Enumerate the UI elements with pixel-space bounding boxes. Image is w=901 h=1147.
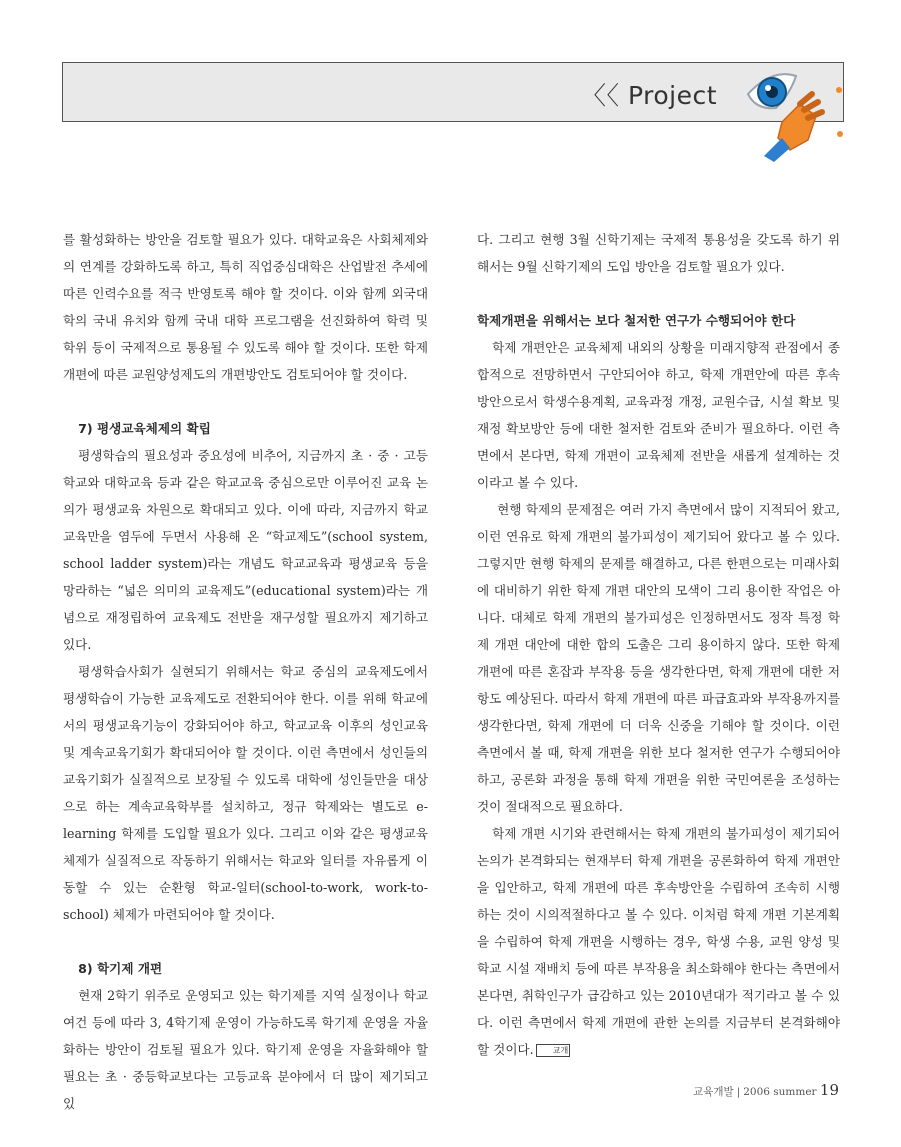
footer-separator: | [736,1086,741,1098]
paragraph-text: 학제 개편 시기와 관련해서는 학제 개편의 불가피성이 제기되어 논의가 본격화되는 현재부터 학제 개편을 공론화하여 학제 개편안을 입안하고, 학제 개편에 따른 후속방안을 수립하여 조속히 시행하는 것이 시의적절하다고 볼 수 있다. 이처럼 학제 개편 기본계획을 수립하여 학제 개편을 시행하는 경우, 학생 수용, 교원 양성 및 학교 시설 재배치 등에 따른 부작용을 최소화해야 한다는 측면에서 본다면, 취학인구가 급감하고 있는 2010년대가 적기라고 볼 수 있다. 이런 측면에서 학제 개편에 관한 논의를 지금부터 본격화해야 할 것이다. [477,826,840,1057]
section-heading: 7) 평생교육체제의 확립 [78,421,211,436]
section-heading: 8) 학기제 개편 [78,961,163,976]
paragraph: 현행 학제의 문제점은 여러 가지 측면에서 많이 지적되어 왔고, 이런 연유로 학제 개편의 불가피성이 제기되어 왔다고 볼 수 있다. 그렇지만 현행 학제의 문제를 해결하고, 다른 한편으로는 미래사회에 대비하기 위한 학제 개편 대안의 모색이 그리 용이한 작업은 아니다. 대체로 학제 개편의 불가피성은 인정하면서도 정작 특정 학제 개편 대안에 대한 합의 도출은 그리 용이하지 않다. 또한 학제 개편에 따른 혼잡과 부작용 등을 생각한다면, 학제 개편에 대한 저항도 예상된다. 따라서 학제 개편에 따른 파급효과와 부작용까지를 생각한다면, 학제 개편에 더 더욱 신중을 기해야 할 것이다. 이런 측면에서 볼 때, 학제 개편을 위한 보다 철저한 연구가 수행되어야 하고, 공론화 과정을 통해 학제 개편을 위한 국민여론을 조성하는 것이 절대적으로 필요하다. [477,502,840,814]
page-footer [693,1081,839,1099]
paragraph: 현재 2학기 위주로 운영되고 있는 학기제를 지역 실정이나 학교 여건 등에 따라 3, 4학기제 운영이 가능하도록 학기제 운영을 자율화하는 방안이 검토될 필요가 있다. 학기제 운영을 자율화해야 할 필요는 초 · 중등학교보다는 고등교육 분야에서 더 많이 제기되고 있 [63,988,428,1111]
paragraph: 를 활성화하는 방안을 검토할 필요가 있다. 대학교육은 사회체제와 의 연계를 강화하도록 하고, 특히 직업중심대학은 산업발전 추세에 따른 인력수요를 적극 반영토록 해야 할 것이다. 이와 함께 외국대학의 국내 유치와 함께 국내 대학 프로그램을 선진화하여 학력 및 학위 등이 국제적으로 통용될 수 있도록 해야 할 것이다. 또한 학제 개편에 따른 교원양성제도의 개편방안도 검토되어야 할 것이다. [63,232,428,382]
end-mark: 교개 [536,1044,571,1057]
right-column [477,226,840,1063]
paragraph: 학제 개편안은 교육체제 내외의 상황을 미래지향적 관점에서 종합적으로 전망하면서 구안되어야 하고, 학제 개편안에 따른 후속 방안으로서 학생수용계획, 교육과정 개정, 교원수급, 시설 확보 및 재정 확보방안 등에 대한 철저한 검토와 준비가 필요하다. 이런 측면에서 본다면, 학제 개편이 교육체제 전반을 새롭게 설계하는 것이라고 볼 수 있다. [477,340,840,490]
paragraph: 평생학습사회가 실현되기 위해서는 학교 중심의 교육제도에서 평생학습이 가능한 교육제도로 전환되어야 한다. 이를 위해 학교에서의 평생교육기능이 강화되어야 하고, 학교교육 이후의 성인교육 및 계속교육기회가 확대되어야 할 것이다. 이런 측면에서 성인들의 교육기회가 실질적으로 보장될 수 있도록 대학에 성인들만을 대상으로 하는 계속교육학부를 설치하고, 정규 학제와는 별도로 e-learning 학제를 도입할 필요가 있다. 그리고 이와 같은 평생교육체제가 실질적으로 작동하기 위해서는 학교와 일터를 자유롭게 이동할 수 있는 순환형 학교-일터(school-to-work, work-to-school) 체제가 마련되어야 할 것이다. [63,664,428,922]
left-column [63,226,428,1117]
section-label: 〈〈 Project [581,81,717,110]
header-banner [62,62,844,122]
issue-label: 2006 summer [743,1086,817,1098]
paragraph [477,820,840,1063]
page-number: 19 [819,1081,839,1099]
paragraph: 다. 그리고 현행 3월 신학기제는 국제적 통용성을 갖도록 하기 위해서는 9월 신학기제의 도입 방안을 검토할 필요가 있다. [477,232,840,274]
paragraph: 평생학습의 필요성과 중요성에 비추어, 지금까지 초 · 중 · 고등학교와 대학교육 등과 같은 학교교육 중심으로만 이루어진 교육 논의가 평생교육 차원으로 확대되고 있다. 이에 따라, 지금까지 학교교육만을 염두에 두면서 사용해 온 “학교제도”(school system, school ladder system)라는 개념도 학교교육과 평생교육 등을 망라하는 “넓은 의미의 교육제도”(educational system)라는 개념으로 재정립하여 교육제도 전반을 재구성할 필요까지 제기하고 있다. [63,448,428,652]
section-heading: 학제개편을 위해서는 보다 철저한 연구가 수행되어야 한다 [477,313,796,328]
eye-hand-logo-icon [742,64,846,164]
magazine-name: 교육개발 [693,1086,734,1098]
